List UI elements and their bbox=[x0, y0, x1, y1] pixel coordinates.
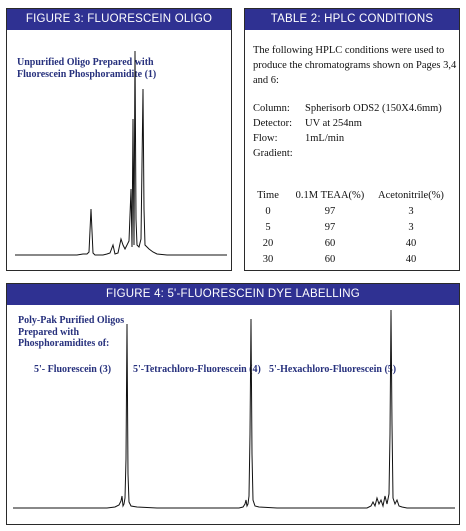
table-cell: 20 bbox=[262, 237, 274, 249]
figure-3-panel bbox=[6, 8, 232, 271]
table-cell: 5 bbox=[265, 221, 271, 233]
column-value: Spherisorb ODS2 (150X4.6mm) bbox=[305, 103, 442, 114]
peak-label-fluorescein: 5'- Fluorescein (3) bbox=[34, 364, 112, 375]
figure-4-title: FIGURE 4: 5'-FLUORESCEIN DYE LABELLING bbox=[7, 284, 459, 305]
table-cell: 97 bbox=[324, 221, 336, 233]
table-cell: 60 bbox=[324, 253, 336, 265]
figure-4-panel bbox=[6, 283, 460, 525]
gradient-row bbox=[253, 146, 457, 161]
figure-4-label: Poly-Pak Purified Oligos Prepared with Phosphoramidites of: bbox=[18, 315, 125, 349]
gradient-table bbox=[247, 187, 451, 267]
table-row bbox=[247, 203, 451, 219]
column-label: Column: bbox=[253, 103, 290, 114]
figure-3-title: FIGURE 3: FLUORESCEIN OLIGO bbox=[7, 9, 231, 30]
table-cell: 97 bbox=[324, 205, 336, 217]
table-row bbox=[247, 251, 451, 267]
gradient-header-row bbox=[247, 187, 451, 203]
gradient-header: Time bbox=[257, 189, 279, 201]
figure-3-chromatogram bbox=[7, 9, 233, 272]
figure-4-trace bbox=[13, 310, 455, 508]
figure-3-label: Unpurified Oligo Prepared with Fluorescein Phosphoramidite (1) bbox=[17, 57, 157, 80]
figure-4-chromatogram bbox=[7, 284, 461, 526]
flow-value: 1mL/min bbox=[305, 133, 345, 144]
table-row bbox=[247, 219, 451, 235]
table-2-intro: The following HPLC conditions were used to produce the chromatograms shown on Pages 3,4 and 6: bbox=[253, 45, 457, 86]
flow-label: Flow: bbox=[253, 133, 278, 144]
column-row bbox=[253, 101, 457, 116]
table-2-panel bbox=[244, 8, 460, 271]
table-cell: 40 bbox=[405, 237, 417, 249]
detector-label: Detector: bbox=[253, 118, 293, 129]
table-2-title: TABLE 2: HPLC CONDITIONS bbox=[245, 9, 459, 30]
flow-row bbox=[253, 131, 457, 146]
gradient-header: Acetonitrile(%) bbox=[378, 189, 444, 201]
table-cell: 0 bbox=[265, 205, 271, 217]
peak-label-hexachloro: 5'-Hexachloro-Fluorescein (5) bbox=[269, 364, 397, 375]
table-row bbox=[247, 235, 451, 251]
table-cell: 3 bbox=[408, 221, 414, 233]
gradient-label: Gradient: bbox=[253, 148, 293, 159]
table-cell: 40 bbox=[405, 253, 417, 265]
table-cell: 3 bbox=[408, 205, 414, 217]
gradient-header: 0.1M TEAA(%) bbox=[295, 189, 365, 201]
table-cell: 60 bbox=[324, 237, 336, 249]
hplc-conditions bbox=[253, 43, 457, 161]
detector-row bbox=[253, 116, 457, 131]
peak-label-tetrachloro: 5'-Tetrachloro-Fluorescein (4) bbox=[133, 364, 261, 375]
table-cell: 30 bbox=[262, 253, 274, 265]
figure-3-trace bbox=[15, 51, 227, 255]
detector-value: UV at 254nm bbox=[305, 118, 362, 129]
